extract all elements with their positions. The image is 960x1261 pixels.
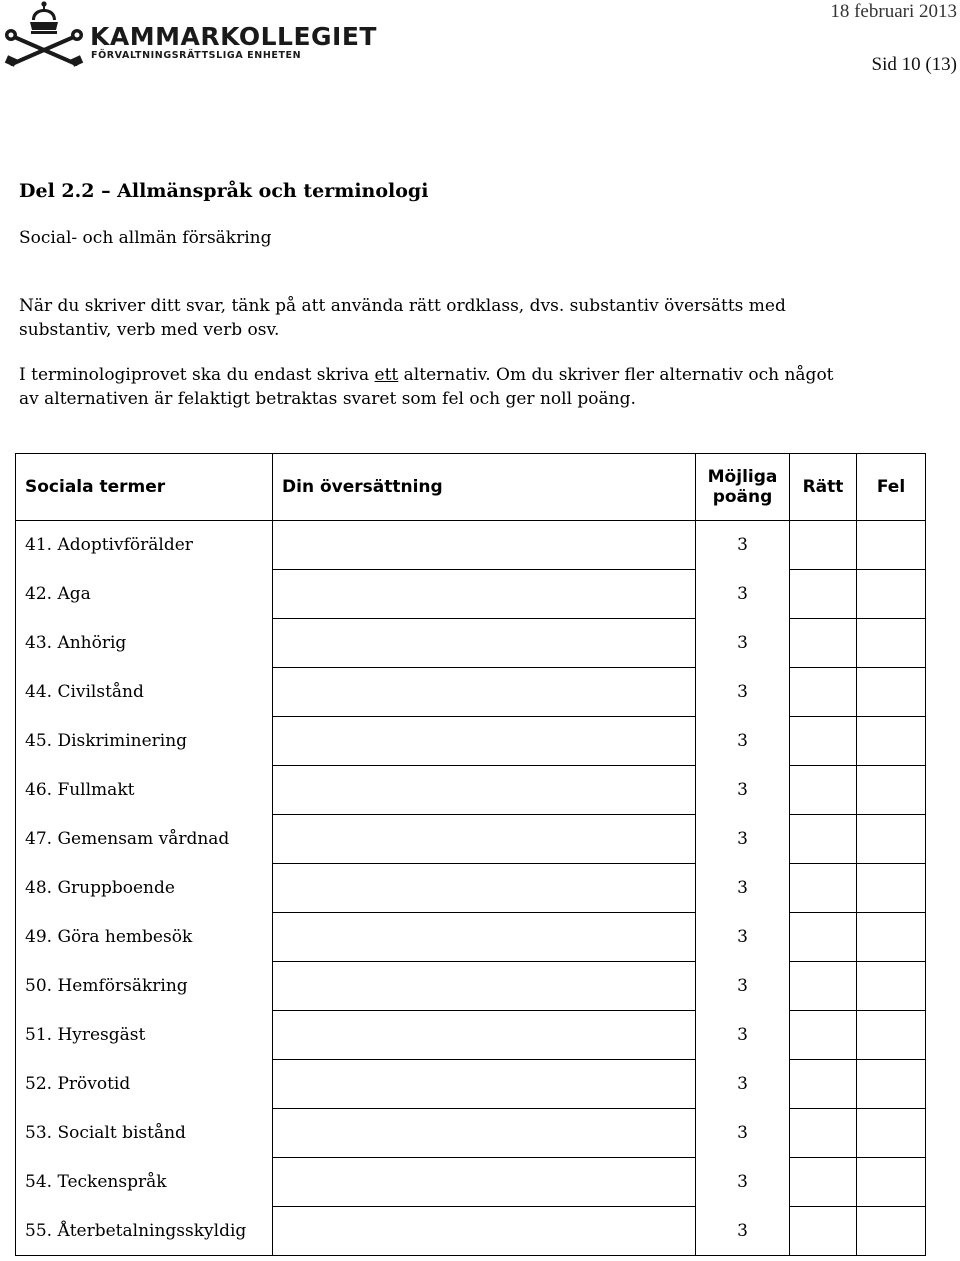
term-cell: 44. Civilstånd	[16, 668, 273, 717]
translation-answer-cell[interactable]	[273, 570, 696, 619]
table-row	[16, 1011, 926, 1060]
wrong-cell	[857, 619, 926, 668]
points-cell: 3	[696, 815, 790, 864]
table-row	[16, 1060, 926, 1109]
term-cell: 49. Göra hembesök	[16, 913, 273, 962]
correct-cell	[790, 668, 857, 717]
correct-cell	[790, 717, 857, 766]
instruction-text-start: I terminologiprovet ska du endast skriva	[19, 365, 375, 385]
translation-answer-cell[interactable]	[273, 1207, 696, 1256]
column-header-points-line2: poäng	[712, 487, 773, 507]
term-cell: 42. Aga	[16, 570, 273, 619]
column-header-term: Sociala termer	[16, 454, 273, 521]
points-cell: 3	[696, 913, 790, 962]
translation-answer-cell[interactable]	[273, 717, 696, 766]
term-cell: 55. Återbetalningsskyldig	[16, 1207, 273, 1256]
table-row	[16, 1207, 926, 1256]
table-row	[16, 668, 926, 717]
translation-answer-cell[interactable]	[273, 1060, 696, 1109]
wrong-cell	[857, 717, 926, 766]
table-row	[16, 570, 926, 619]
term-cell: 54. Teckenspråk	[16, 1158, 273, 1207]
instruction-text-end: alternativ. Om du skriver fler alternativ och något av alternativen är felaktigt betraktas svaret som fel och ger noll poäng.	[19, 365, 834, 409]
correct-cell	[790, 766, 857, 815]
document-date: 18 februari 2013	[830, 1, 957, 22]
term-cell: 45. Diskriminering	[16, 717, 273, 766]
column-header-points-line1: Möjliga	[707, 467, 778, 487]
table-row	[16, 864, 926, 913]
wrong-cell	[857, 766, 926, 815]
instruction-underlined-word: ett	[374, 365, 399, 385]
table-row	[16, 962, 926, 1011]
term-cell: 53. Socialt bistånd	[16, 1109, 273, 1158]
correct-cell	[790, 815, 857, 864]
column-header-points	[696, 454, 790, 521]
correct-cell	[790, 1109, 857, 1158]
wrong-cell	[857, 668, 926, 717]
points-cell: 3	[696, 864, 790, 913]
logo-subtitle: FÖRVALTNINGSRÄTTSLIGA ENHETEN	[91, 50, 302, 61]
table-row	[16, 766, 926, 815]
term-cell: 41. Adoptivförälder	[16, 521, 273, 570]
translation-answer-cell[interactable]	[273, 815, 696, 864]
points-cell: 3	[696, 766, 790, 815]
translation-answer-cell[interactable]	[273, 864, 696, 913]
correct-cell	[790, 1207, 857, 1256]
points-cell: 3	[696, 521, 790, 570]
points-cell: 3	[696, 1060, 790, 1109]
kammarkollegiet-logo	[2, 0, 377, 68]
translation-answer-cell[interactable]	[273, 1109, 696, 1158]
term-cell: 52. Prövotid	[16, 1060, 273, 1109]
points-cell: 3	[696, 1207, 790, 1256]
wrong-cell	[857, 913, 926, 962]
correct-cell	[790, 619, 857, 668]
table-row	[16, 913, 926, 962]
points-cell: 3	[696, 668, 790, 717]
term-cell: 47. Gemensam vårdnad	[16, 815, 273, 864]
wrong-cell	[857, 521, 926, 570]
points-cell: 3	[696, 1158, 790, 1207]
correct-cell	[790, 521, 857, 570]
section-subheading: Social- och allmän försäkring	[19, 228, 272, 248]
section-title: Del 2.2 – Allmänspråk och terminologi	[19, 180, 429, 202]
column-header-translation: Din översättning	[273, 454, 696, 521]
correct-cell	[790, 1011, 857, 1060]
correct-cell	[790, 1060, 857, 1109]
column-header-correct: Rätt	[790, 454, 857, 521]
translation-answer-cell[interactable]	[273, 619, 696, 668]
points-cell: 3	[696, 962, 790, 1011]
wrong-cell	[857, 1158, 926, 1207]
wrong-cell	[857, 1060, 926, 1109]
table-header-row	[16, 454, 926, 521]
instruction-paragraph-word-class: När du skriver ditt svar, tänk på att använda rätt ordklass, dvs. substantiv översätts med substantiv, verb med verb osv.	[19, 296, 786, 340]
wrong-cell	[857, 815, 926, 864]
correct-cell	[790, 864, 857, 913]
page-number: Sid 10 (13)	[871, 54, 957, 75]
translation-answer-cell[interactable]	[273, 521, 696, 570]
table-row	[16, 521, 926, 570]
crown-crossed-keys-icon	[2, 0, 88, 68]
wrong-cell	[857, 1109, 926, 1158]
correct-cell	[790, 962, 857, 1011]
term-cell: 46. Fullmakt	[16, 766, 273, 815]
table-row	[16, 815, 926, 864]
wrong-cell	[857, 864, 926, 913]
table-row	[16, 717, 926, 766]
points-cell: 3	[696, 1011, 790, 1060]
term-cell: 48. Gruppboende	[16, 864, 273, 913]
correct-cell	[790, 913, 857, 962]
table-row	[16, 619, 926, 668]
wrong-cell	[857, 1207, 926, 1256]
term-cell: 43. Anhörig	[16, 619, 273, 668]
term-cell: 50. Hemförsäkring	[16, 962, 273, 1011]
term-cell: 51. Hyresgäst	[16, 1011, 273, 1060]
wrong-cell	[857, 1011, 926, 1060]
points-cell: 3	[696, 570, 790, 619]
logo-name: KAMMARKOLLEGIET	[90, 22, 377, 51]
table-row	[16, 1109, 926, 1158]
correct-cell	[790, 570, 857, 619]
wrong-cell	[857, 570, 926, 619]
translation-answer-cell[interactable]	[273, 962, 696, 1011]
translation-answer-cell[interactable]	[273, 1158, 696, 1207]
points-cell: 3	[696, 1109, 790, 1158]
translation-answer-cell[interactable]	[273, 913, 696, 962]
points-cell: 3	[696, 619, 790, 668]
translation-answer-cell[interactable]	[273, 668, 696, 717]
correct-cell	[790, 1158, 857, 1207]
table-row	[16, 1158, 926, 1207]
points-cell: 3	[696, 717, 790, 766]
column-header-wrong: Fel	[857, 454, 926, 521]
translation-answer-cell[interactable]	[273, 1011, 696, 1060]
wrong-cell	[857, 962, 926, 1011]
instruction-paragraph-alternatives	[19, 363, 849, 411]
translation-answer-cell[interactable]	[273, 766, 696, 815]
terminology-table	[15, 453, 926, 1256]
